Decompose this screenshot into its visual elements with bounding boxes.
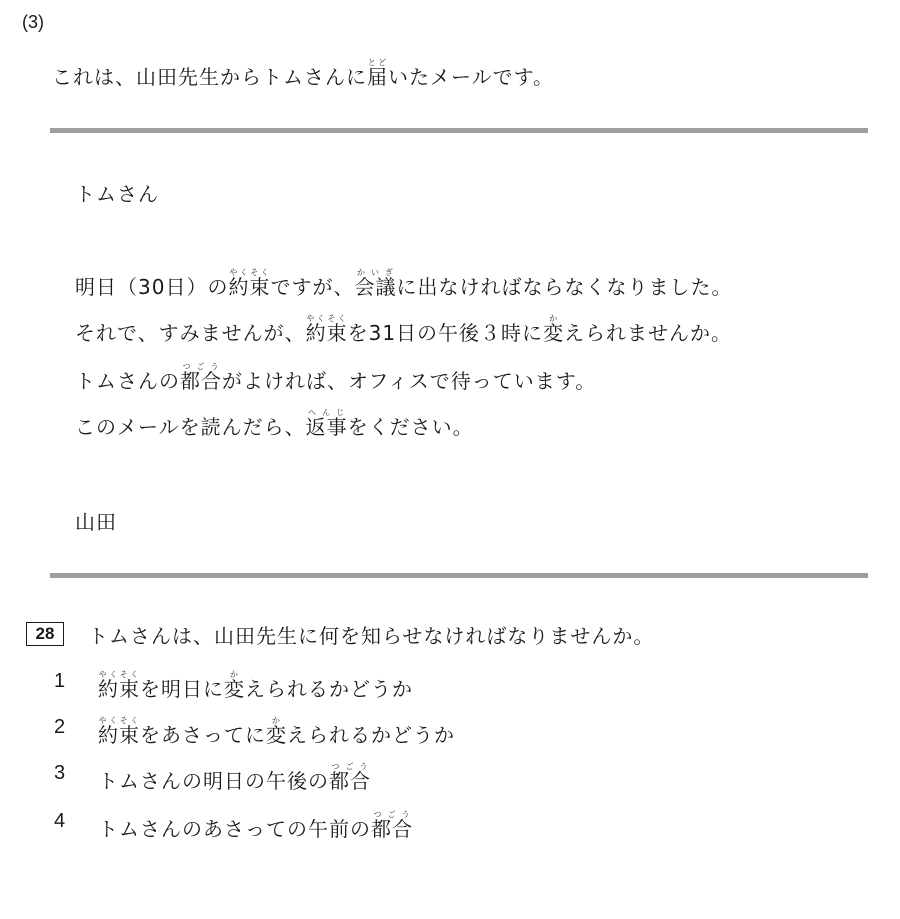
- email-body-line-1: 明日（30日）の約束やくそくですが、会議かいぎに出なければならなくなりました。: [75, 268, 733, 299]
- option-number-2[interactable]: 2: [54, 716, 66, 738]
- question-text: トムさんは、山田先生に何を知らせなければなりませんか。: [88, 624, 655, 648]
- intro-sentence: [52, 58, 554, 90]
- option-text-4[interactable]: トムさんのあさっての午前の都合つごう: [98, 810, 413, 841]
- intro-ruby: 届とど: [367, 58, 388, 89]
- email-body-line-3: トムさんの都合つごうがよければ、オフィスで待っています。: [75, 362, 597, 393]
- email-top-divider: [50, 128, 868, 133]
- intro-text-before: これは、山田先生からトムさんに: [52, 65, 367, 89]
- email-signature: 山田: [75, 510, 117, 534]
- question-number-box: 28: [26, 622, 64, 646]
- intro-text-after: いたメールです。: [388, 65, 554, 89]
- section-number: (3): [22, 12, 44, 32]
- email-body-line-2: それで、すみませんが、約束やくそくを31日の午後３時に変かえられませんか。: [75, 314, 733, 345]
- option-number-4[interactable]: 4: [54, 810, 66, 832]
- option-text-3[interactable]: トムさんの明日の午後の都合つごう: [98, 762, 371, 793]
- email-body-line-4: このメールを読んだら、返事へんじをください。: [75, 408, 474, 439]
- email-bottom-divider: [50, 573, 868, 578]
- option-number-3[interactable]: 3: [54, 762, 66, 784]
- option-text-1[interactable]: 約束やくそくを明日に変かえられるかどうか: [98, 670, 413, 701]
- option-text-2[interactable]: 約束やくそくをあさってに変かえられるかどうか: [98, 716, 455, 747]
- option-number-1[interactable]: 1: [54, 670, 66, 692]
- email-greeting: トムさん: [75, 182, 159, 206]
